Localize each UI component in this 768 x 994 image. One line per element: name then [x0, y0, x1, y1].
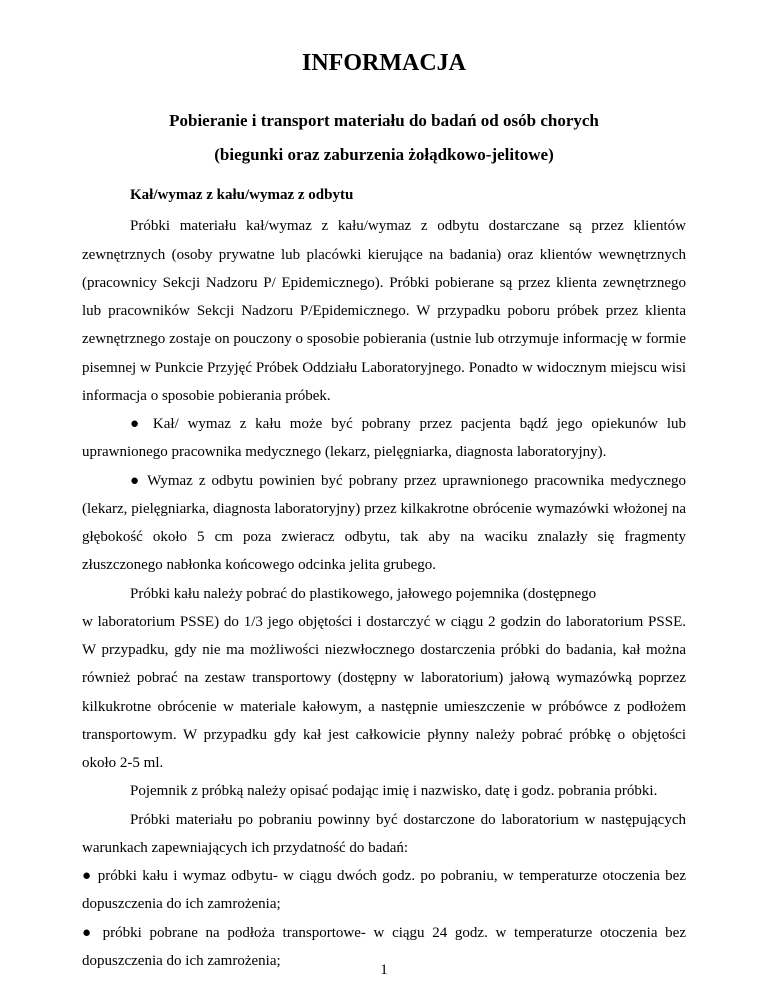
paragraph-delivery-conditions: Próbki materiału po pobraniu powinny być dostarczone do laboratorium w następujących warunkach zapewniających ich przydatność do badań: — [82, 811, 686, 856]
paragraph-bullet-delivery-transport: ● próbki pobrane na podłoża transportowe- w ciągu 24 godz. w temperaturze otoczenia bez dopuszczenia do ich zamrożenia; — [82, 924, 686, 969]
document-title: INFORMACJA — [302, 50, 466, 76]
paragraph-container-line: Próbki kału należy pobrać do plastikowego, jałowego pojemnika (dostępnego — [130, 585, 597, 602]
paragraph-bullet-stool: ● Kał/ wymaz z kału może być pobrany przez pacjenta bądź jego opiekunów lub uprawnionego pracownika medycznego (lekarz, pielęgniarka, diagnosta laboratoryjny). — [82, 416, 686, 461]
paragraph-intro: Próbki materiału kał/wymaz z kału/wymaz z odbytu dostarczane są przez klientów zewnętrznych (osoby prywatne lub placówki kierujące na badania) oraz klientów wewnętrznych (pracownicy Sekcji Nadzoru P/ Epidemicznego). Próbki pobierane są przez klienta zewnętrznego lub pracowników Sekcji Nadzoru P/Epidemicznego. W przypadku poboru próbek przez klienta zewnętrznego zostaje on pouczony o sposobie pobierania (ustnie lub otrzymuje informację w formie pisemnej w Punkcie Przyjęć Próbek Oddziału Laboratoryjnego. Ponadto w widocznym miejscu wisi informacja o sposobie pobierania próbek. — [82, 218, 686, 404]
paragraph-labeling: Pojemnik z próbką należy opisać podając imię i nazwisko, datę i godz. pobrania próbki. — [130, 783, 658, 800]
document-body — [82, 181, 686, 975]
paragraph-stool-collection: w laboratorium PSSE) do 1/3 jego objętości i dostarczyć w ciągu 2 godzin do laboratorium PSSE. W przypadku, gdy nie ma możliwości niezwłocznego dostarczenia próbki do badania, kał można również pobrać na zestaw transportowy (dostępny w laboratorium) jałową wymazówką poprzez kilkukrotne obrócenie w materiale kałowym, a następnie umieszczenie w próbówce z podłożem transportowym. W przypadku gdy kał jest całkowicie płynny należy pobrać próbkę o objętości około 2-5 ml. — [82, 613, 686, 771]
paragraph-bullet-delivery-stool: ● próbki kału i wymaz odbytu- w ciągu dwóch godz. po pobraniu, w temperaturze otoczenia bez dopuszczenia do ich zamrożenia; — [82, 868, 686, 913]
document-subtitle-line2: (biegunki oraz zaburzenia żołądkowo-jelitowe) — [214, 145, 554, 164]
document-subtitle-line1: Pobieranie i transport materiału do badań od osób chorych — [169, 111, 599, 130]
section-heading: Kał/wymaz z kału/wymaz z odbytu — [130, 187, 354, 203]
paragraph-bullet-rectal-swab: ● Wymaz z odbytu powinien być pobrany przez uprawnionego pracownika medycznego (lekarz, pielęgniarka, diagnosta laboratoryjny) przez kilkakrotne obrócenie wymazówki włożonej na głębokość około 5 cm poza zwieracz odbytu, tak aby na waciku znalazły się fragmenty złuszczonego nabłonka końcowego odcinka jelita grubego. — [82, 472, 686, 574]
page-number: 1 — [380, 962, 388, 978]
